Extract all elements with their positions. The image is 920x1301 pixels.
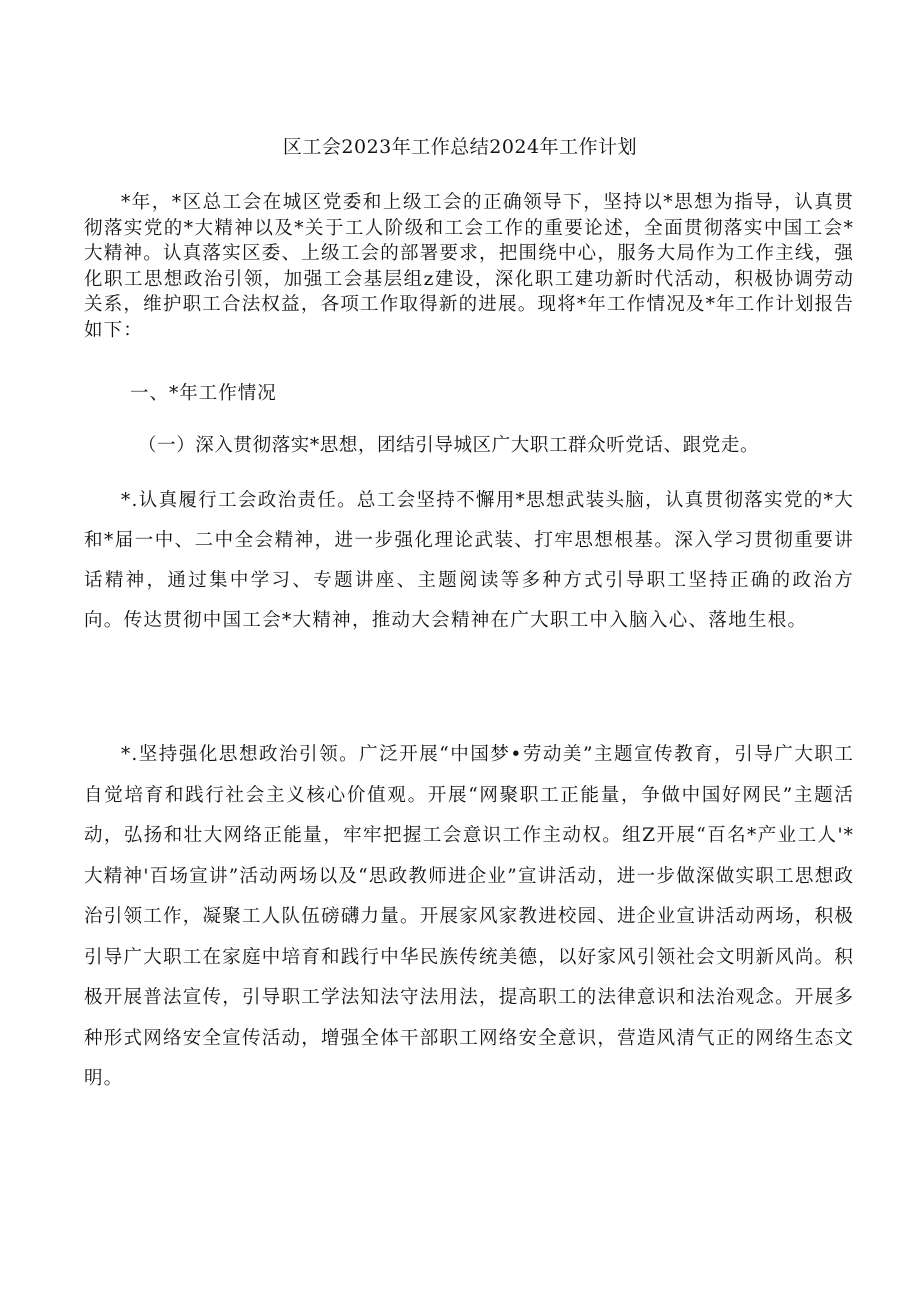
subsection-heading: （一）深入贯彻落实*思想，团结引导城区广大职工群众听党话、跟党走。 (138, 435, 760, 456)
section-heading: 一、*年工作情况 (130, 383, 277, 404)
document-title: 区工会2023年工作总结2024年工作计划 (282, 136, 638, 158)
intro-paragraph: *年，*区总工会在城区党委和上级工会的正确领导下，坚持以*思想为指导，认真贯彻落实党的*大精神以及*关于工人阶级和工会工作的重要论述，全面贯彻落实中国工会*大精神。认真落实区委、上级工会的部署要求，把围绕中心，服务大局作为工作主线，强化职工思想政治引领，加强工会基层组z建设，深化职工建功新时代活动，积极协调劳动关系，维护职工合法权益，各项工作取得新的进展。现将*年工作情况及*年工作计划报告如下： (84, 192, 854, 341)
body-paragraph-2: *.坚持强化思想政治引领。广泛开展“中国梦•劳动美”主题宣传教育，引导广大职工自觉培育和践行社会主义核心价值观。开展“网聚职工正能量，争做中国好网民”主题活动，弘扬和壮大网络正能量，牢牢把握工会意识工作主动权。组Z开展“百名*产业工人'*大精神'百场宣讲”活动两场以及“思政教师进企业”宣讲活动，进一步做深做实职工思想政治引领工作，凝聚工人队伍磅礴力量。开展家风家教进校园、进企业宣讲活动两场，积极引导广大职工在家庭中培育和践行中华民族传统美德，以好家风引领社会文明新风尚。积极开展普法宣传，引导职工学法知法守法用法，提高职工的法律意识和法治观念。开展多种形式网络安全宣传活动，增强全体干部职工网络安全意识，营造风清气正的网络生态文明。 (84, 744, 854, 1089)
body-paragraph-1: *.认真履行工会政治责任。总工会坚持不懈用*思想武装头脑，认真贯彻落实党的*大和*届一中、二中全会精神，进一步强化理论武装、打牢思想根基。深入学习贯彻重要讲话精神，通过集中学习、专题讲座、主题阅读等多种方式引导职工坚持正确的政治方向。传达贯彻中国工会*大精神，推动大会精神在广大职工中入脑入心、落地生根。 (84, 490, 854, 631)
